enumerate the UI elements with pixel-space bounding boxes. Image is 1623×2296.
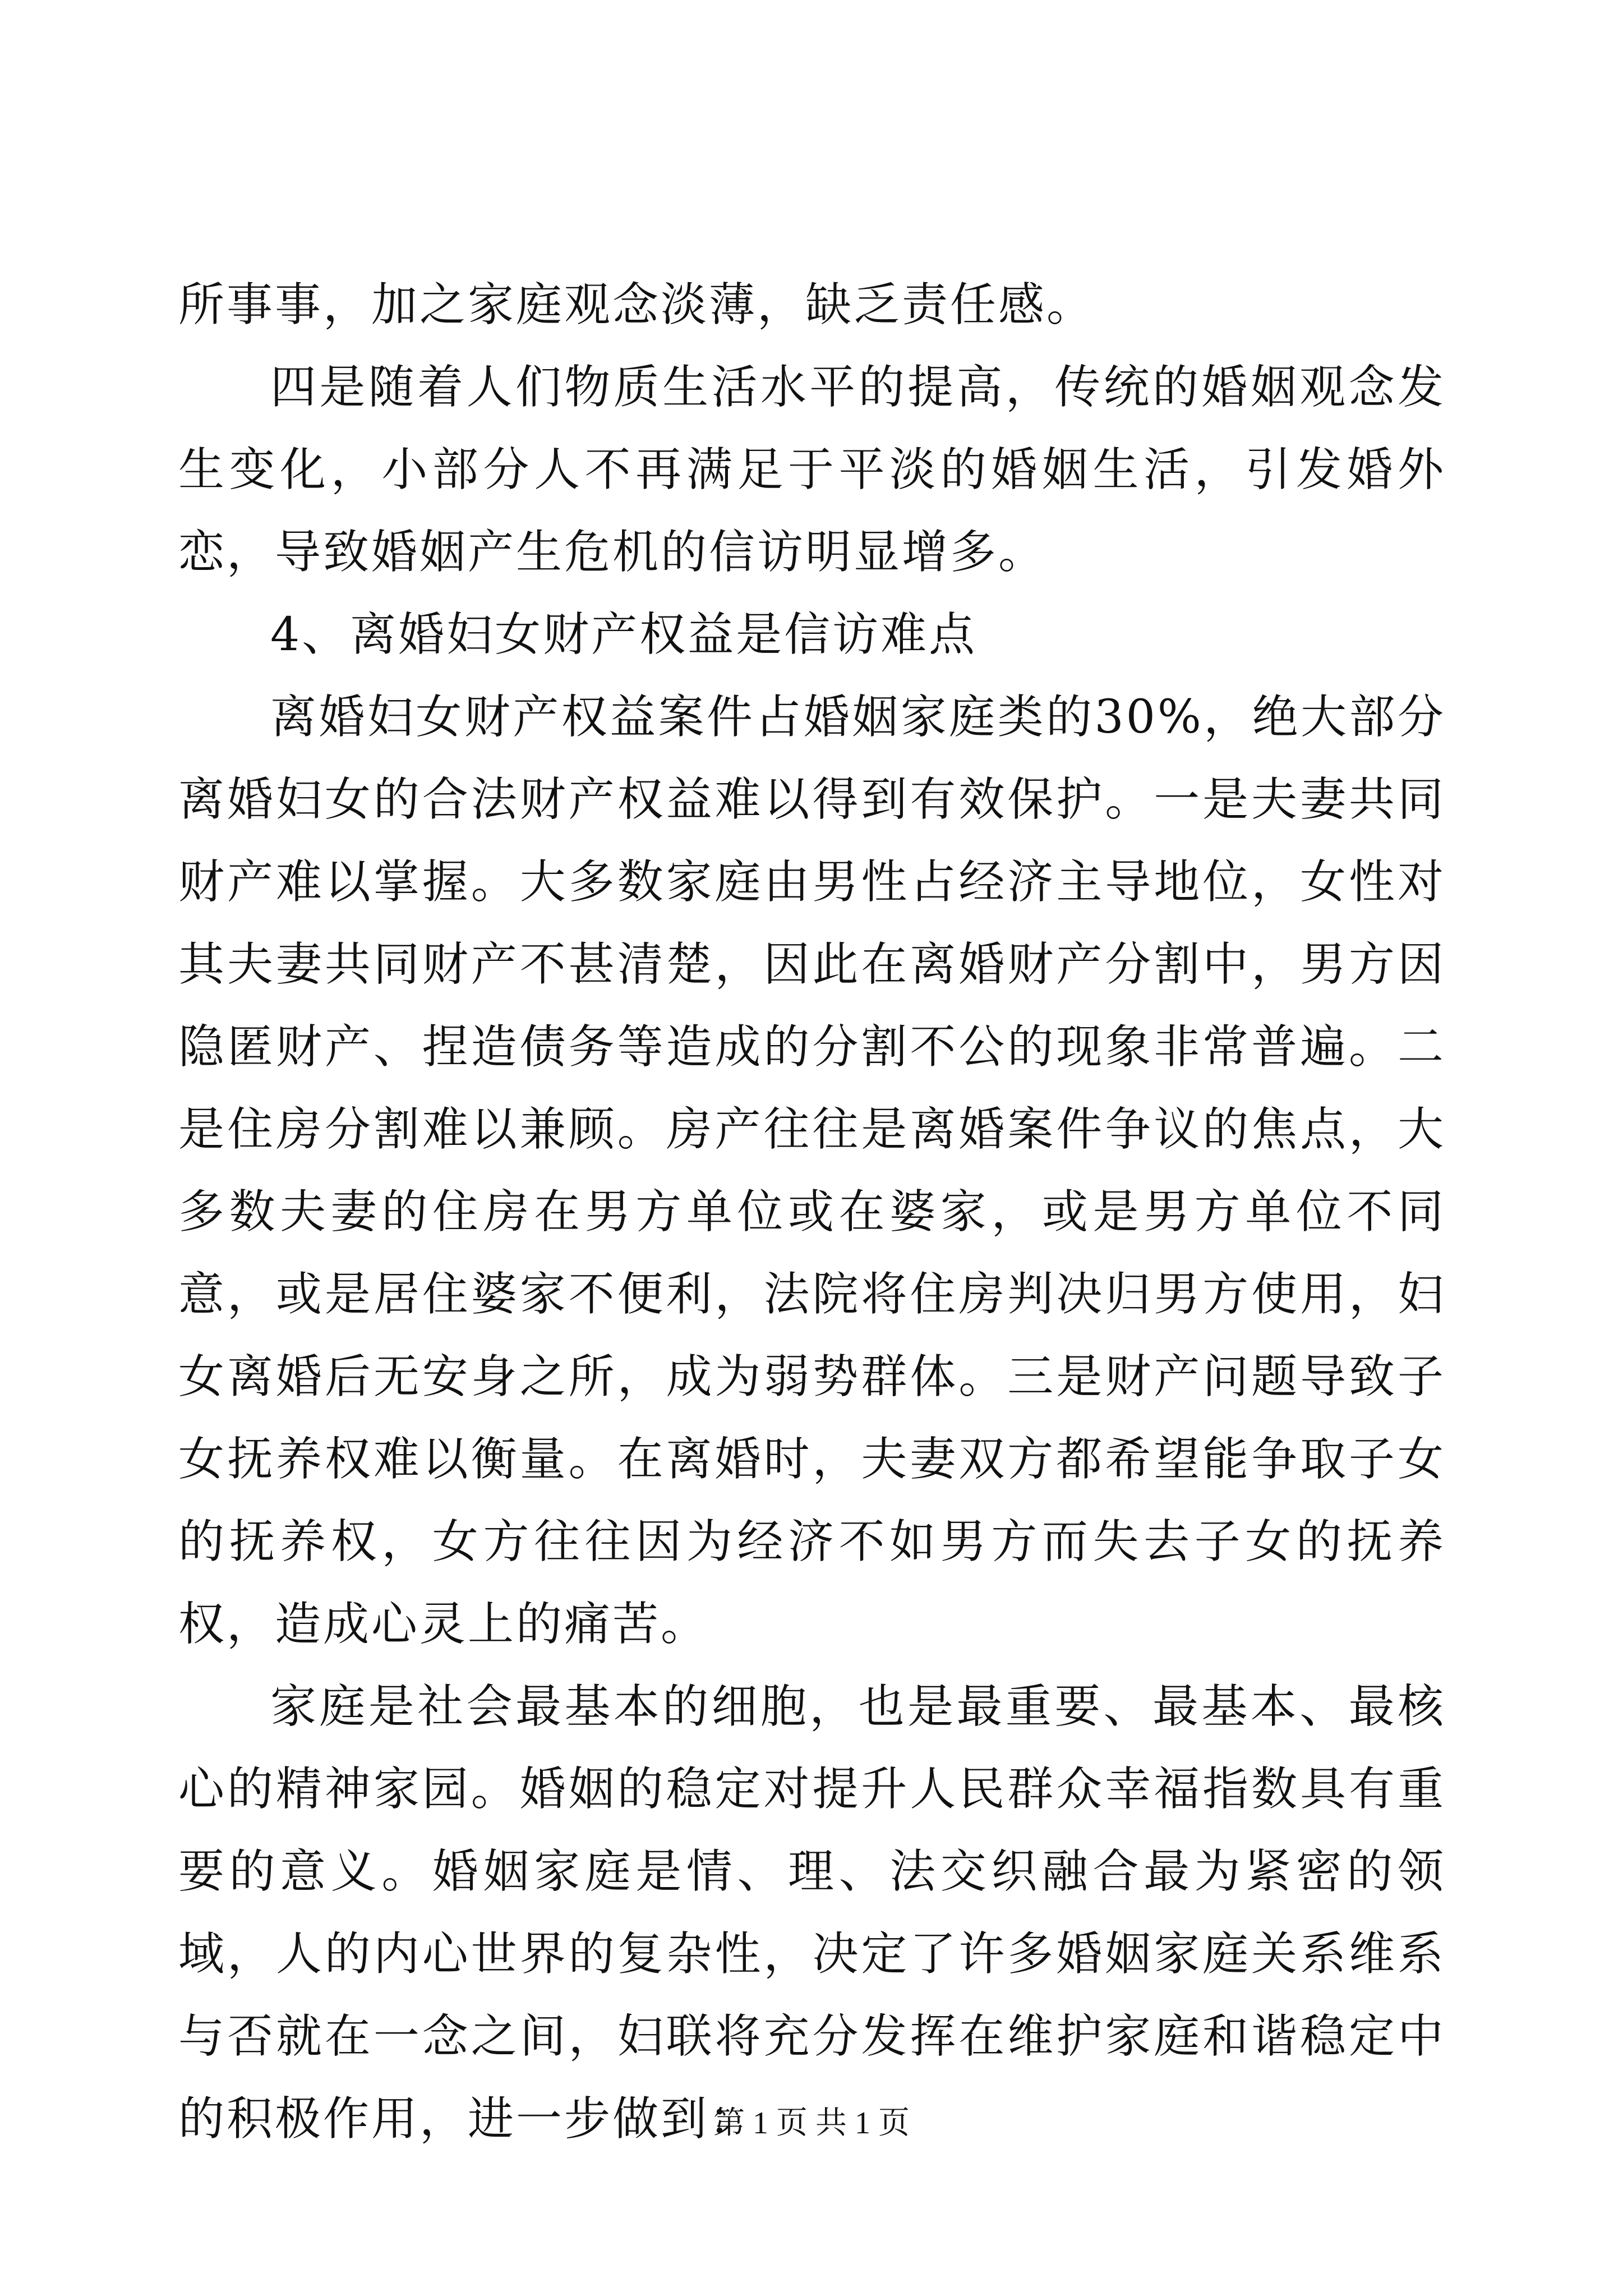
paragraph-property-rights: 离婚妇女财产权益案件占婚姻家庭类的30%，绝大部分离婚妇女的合法财产权益难以得到有效保护。一是夫妻共同财产难以掌握。大多数家庭由男性占经济主导地位，女性对其夫妻共同财产不甚清楚，因此在离婚财产分割中，男方因隐匿财产、捏造债务等造成的分割不公的现象非常普遍。二是住房分割难以兼顾。房产往往是离婚案件争议的焦点，大多数夫妻的住房在男方单位或在婆家，或是男方单位不同意，或是居住婆家不便利，法院将住房判决归男方使用，妇女离婚后无安身之所，成为弱势群体。三是财产问题导致子女抚养权难以衡量。在离婚时，夫妻双方都希望能争取子女的抚养权，女方往往因为经济不如男方而失去子女的抚养权，造成心灵上的痛苦。 [178,691,1446,1651]
section-heading-4: 4、离婚妇女财产权益是信访难点 [270,608,978,661]
paragraph-point-four: 四是随着人们物质生活水平的提高，传统的婚姻观念发生变化，小部分人不再满足于平淡的婚姻生活，引发婚外恋，导致婚姻产生危机的信访明显增多。 [178,361,1446,579]
paragraph-continuation: 所事事，加之家庭观念淡薄，缺乏责任感。 [178,278,1095,332]
document-body [178,264,1446,2160]
paragraph-family-harmony: 家庭是社会最基本的细胞，也是最重要、最基本、最核心的精神家园。婚姻的稳定对提升人民群众幸福指数具有重要的意义。婚姻家庭是情、理、法交织融合最为紧密的领域，人的内心世界的复杂性，决定了许多婚姻家庭关系维系与否就在一念之间，妇联将充分发挥在维护家庭和谐稳定中的积极作用，进一步做到： [178,1680,1446,2146]
page-footer: 第 1 页 共 1 页 [713,2106,910,2141]
